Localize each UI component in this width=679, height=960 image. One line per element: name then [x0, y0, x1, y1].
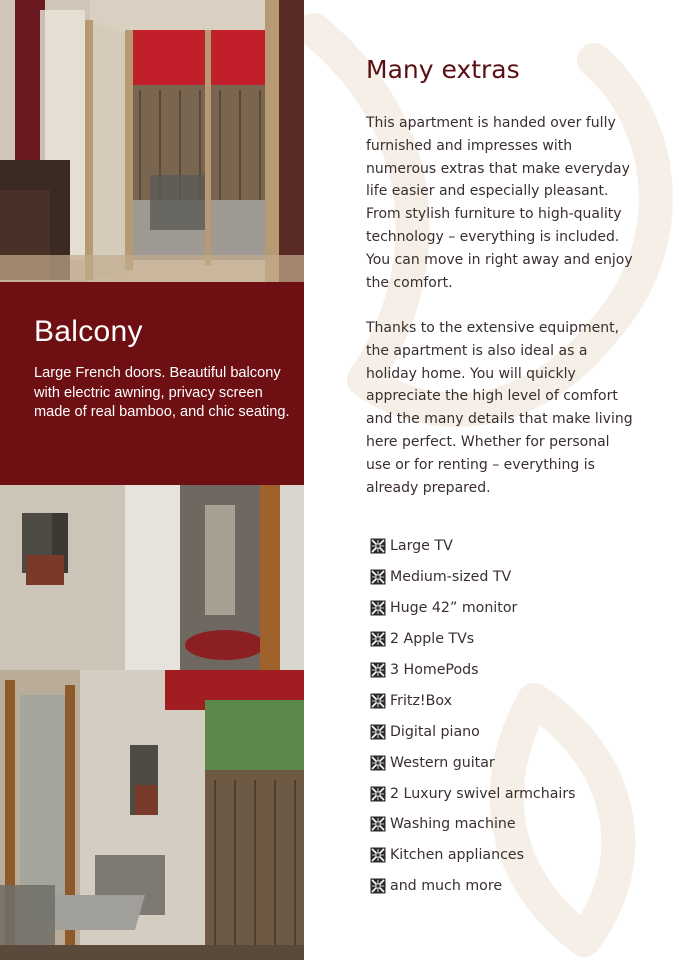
feature-item — [370, 624, 576, 655]
ornament-square-icon — [370, 755, 386, 771]
ornament-square-icon — [370, 724, 386, 740]
feature-item — [370, 685, 576, 716]
feature-label: 2 Luxury swivel armchairs — [390, 785, 576, 802]
balcony-title: Balcony — [34, 315, 143, 348]
ornament-square-icon — [370, 600, 386, 616]
feature-label: and much more — [390, 878, 503, 895]
feature-item — [370, 778, 576, 809]
feature-label: Kitchen appliances — [390, 847, 525, 864]
feature-item — [370, 655, 576, 686]
feature-item — [370, 809, 576, 840]
right-column — [304, 0, 679, 960]
feature-item — [370, 531, 576, 562]
equipment-paragraph: Thanks to the extensive equipment, the apartment is also ideal as a holiday home. You will quickly appreciate the high level of comfort and the many details that make living here perfect. Whether for personal use or for renting – everything is already prepared. — [366, 320, 633, 496]
feature-item — [370, 716, 576, 747]
feature-label: Huge 42” monitor — [390, 600, 518, 617]
photo-french-doors — [0, 0, 304, 282]
ornament-square-icon — [370, 847, 386, 863]
feature-label: Washing machine — [390, 816, 516, 833]
feature-item — [370, 840, 576, 871]
ornament-square-icon — [370, 693, 386, 709]
ornament-square-icon — [370, 662, 386, 678]
ornament-square-icon — [370, 538, 386, 554]
feature-item — [370, 871, 576, 902]
balcony-description: Large French doors. Beautiful balcony with electric awning, privacy screen made of real bamboo, and chic seating. — [34, 365, 290, 420]
ornament-square-icon — [370, 569, 386, 585]
ornament-square-icon — [370, 878, 386, 894]
page-title: Many extras — [366, 55, 520, 84]
feature-label: Medium-sized TV — [390, 569, 512, 586]
balcony-panel — [0, 282, 304, 485]
feature-label: Digital piano — [390, 723, 480, 740]
feature-label: Western guitar — [390, 754, 495, 771]
feature-label: Large TV — [390, 538, 453, 555]
photo-wall-and-door — [0, 485, 304, 670]
ornament-square-icon — [370, 631, 386, 647]
feature-label: 2 Apple TVs — [390, 631, 475, 648]
intro-paragraph: This apartment is handed over fully furnished and impresses with numerous extras that make everyday life easier and especially pleasant. From stylish furniture to high-quality technology – everything is included. You can move in right away and enjoy the comfort. — [366, 115, 633, 291]
left-column — [0, 0, 304, 960]
ornament-square-icon — [370, 786, 386, 802]
photo-balcony-seating — [0, 670, 304, 960]
feature-item — [370, 593, 576, 624]
feature-label: 3 HomePods — [390, 662, 479, 678]
ornament-square-icon — [370, 816, 386, 832]
feature-item — [370, 562, 576, 593]
features-list — [370, 531, 576, 902]
feature-item — [370, 747, 576, 778]
feature-label: Fritz!Box — [390, 692, 452, 709]
